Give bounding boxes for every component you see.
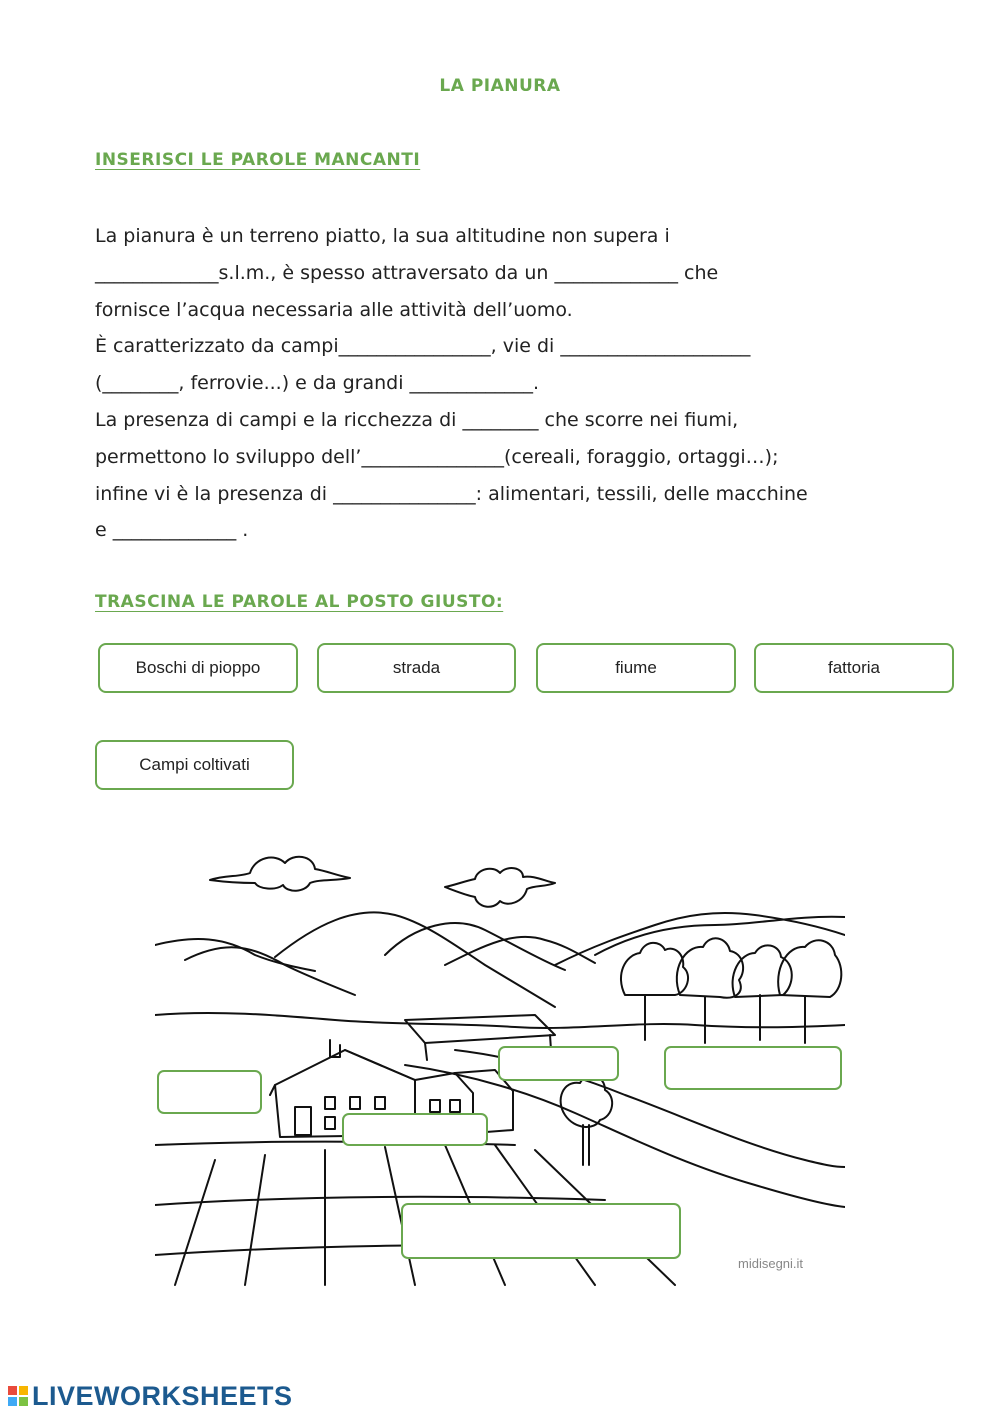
logo-grid-icon <box>8 1386 28 1406</box>
logo-square <box>19 1386 28 1395</box>
paragraph-line: (________, ferrovie...) e da grandi _____________. <box>95 372 540 395</box>
footer-logo[interactable] <box>8 1378 293 1414</box>
paragraph-line: È caratterizzato da campi________________, vie di ____________________ <box>95 335 751 358</box>
fill-paragraph <box>95 218 915 549</box>
drop-zone-1[interactable] <box>157 1070 262 1114</box>
brand-name: LIVEWORKSHEETS <box>32 1380 293 1411</box>
section-heading-drag: TRASCINA LE PAROLE AL POSTO GIUSTO: <box>95 592 504 612</box>
page-title: LA PIANURA <box>439 76 561 96</box>
word-chip-strada[interactable]: strada <box>317 643 516 693</box>
logo-square <box>19 1397 28 1406</box>
paragraph-line: e _____________ . <box>95 519 249 542</box>
word-chip-boschi[interactable]: Boschi di pioppo <box>98 643 298 693</box>
paragraph-line: La presenza di campi e la ricchezza di ________ che scorre nei fiumi, <box>95 408 739 431</box>
paragraph-line: fornisce l’acqua necessaria alle attività dell’uomo. <box>95 298 573 321</box>
paragraph-line: infine vi è la presenza di _______________: alimentari, tessili, delle macchine <box>95 482 808 505</box>
drop-zone-5[interactable] <box>401 1203 681 1259</box>
logo-square <box>8 1386 17 1395</box>
paragraph-line: permettono lo sviluppo dell’_______________(cereali, foraggio, ortaggi…); <box>95 445 779 468</box>
paragraph-line: _____________s.l.m., è spesso attraversato da un _____________ che <box>95 261 719 284</box>
logo-square <box>8 1397 17 1406</box>
section-heading-fill: INSERISCI LE PAROLE MANCANTI <box>95 150 421 170</box>
drop-zone-2[interactable] <box>498 1046 619 1081</box>
paragraph-line: La pianura è un terreno piatto, la sua altitudine non supera i <box>95 225 670 247</box>
drop-zone-4[interactable] <box>342 1113 488 1146</box>
image-credit: midisegni.it <box>738 1256 804 1271</box>
word-chip-fattoria[interactable]: fattoria <box>754 643 954 693</box>
drop-zone-3[interactable] <box>664 1046 842 1090</box>
word-chip-campi[interactable]: Campi coltivati <box>95 740 294 790</box>
word-chip-fiume[interactable]: fiume <box>536 643 736 693</box>
